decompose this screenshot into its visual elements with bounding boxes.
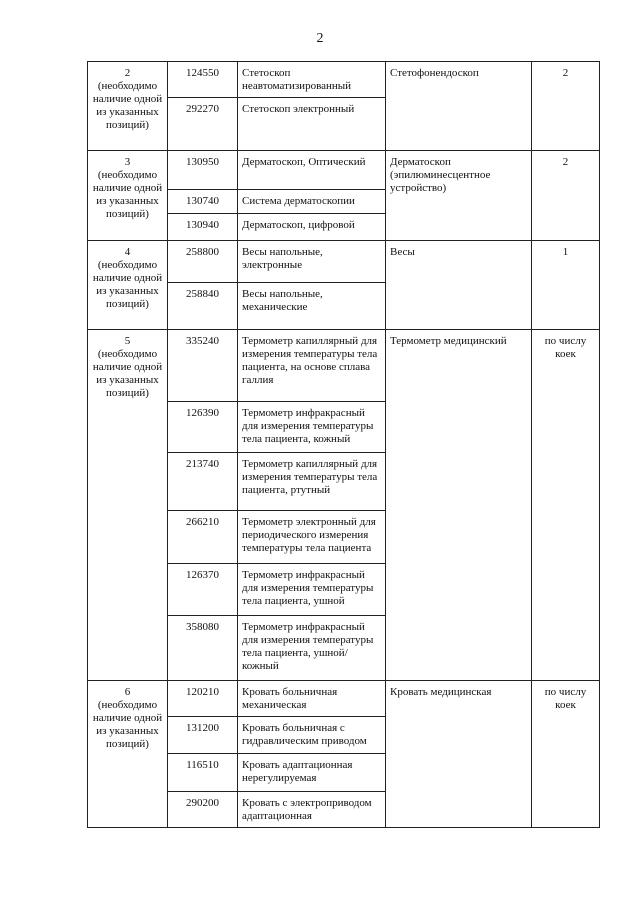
item-name: Термометр капиллярный для измерения температуры тела пациента, ртутный: [238, 453, 386, 511]
item-code: 131200: [168, 717, 238, 754]
equipment-type: Кровать медицинская: [386, 681, 532, 828]
item-code: 292270: [168, 98, 238, 151]
group-number: 4: [124, 246, 131, 258]
item-name: Весы напольные, электронные: [238, 241, 386, 283]
item-code: 120210: [168, 681, 238, 717]
item-name: Термометр инфракрасный для измерения температуры тела пациента, ушной: [238, 564, 386, 616]
item-code: 213740: [168, 453, 238, 511]
group-note: (необходимо наличие одной из указанных позиций): [92, 699, 163, 750]
item-name: Кровать больничная с гидравлическим приводом: [238, 717, 386, 754]
equipment-table: [87, 61, 600, 828]
equipment-quantity: 2: [532, 62, 600, 151]
equipment-type: Стетофонендоскоп: [386, 62, 532, 151]
table-row: [88, 62, 600, 98]
group-note: (необходимо наличие одной из указанных позиций): [92, 80, 163, 131]
item-code: 290200: [168, 792, 238, 828]
item-code: 130740: [168, 190, 238, 214]
group-note: (необходимо наличие одной из указанных позиций): [92, 169, 163, 220]
equipment-type: Термометр медицинский: [386, 330, 532, 681]
group-number-cell: [88, 62, 168, 151]
group-number: 6: [124, 686, 131, 698]
item-name: Весы напольные, механические: [238, 283, 386, 330]
item-name: Кровать адаптационная нерегулируемая: [238, 754, 386, 792]
group-number-cell: [88, 241, 168, 330]
group-number-cell: [88, 681, 168, 828]
table-row: [88, 241, 600, 283]
item-code: 126370: [168, 564, 238, 616]
group-number-cell: [88, 330, 168, 681]
group-number: 2: [124, 67, 131, 79]
item-code: 130950: [168, 151, 238, 190]
equipment-quantity: по числу коек: [532, 330, 600, 681]
equipment-quantity: 2: [532, 151, 600, 241]
item-code: 266210: [168, 511, 238, 564]
item-code: 358080: [168, 616, 238, 681]
item-name: Стетоскоп электронный: [238, 98, 386, 151]
table-row: [88, 681, 600, 717]
table-row: [88, 330, 600, 402]
group-number-cell: [88, 151, 168, 241]
group-note: (необходимо наличие одной из указанных позиций): [92, 348, 163, 399]
item-code: 335240: [168, 330, 238, 402]
item-name: Термометр капиллярный для измерения температуры тела пациента, на основе сплава галлия: [238, 330, 386, 402]
item-name: Система дерматоскопии: [238, 190, 386, 214]
item-name: Дерматоскоп, цифровой: [238, 214, 386, 241]
group-number: 3: [124, 156, 131, 168]
item-code: 258800: [168, 241, 238, 283]
group-number: 5: [124, 335, 131, 347]
item-name: Кровать больничная механическая: [238, 681, 386, 717]
item-code: 130940: [168, 214, 238, 241]
equipment-quantity: 1: [532, 241, 600, 330]
item-name: Стетоскоп неавтоматизированный: [238, 62, 386, 98]
item-name: Термометр электронный для периодического измерения температуры тела пациента: [238, 511, 386, 564]
group-note: (необходимо наличие одной из указанных позиций): [92, 259, 163, 310]
page-number: 2: [316, 31, 324, 46]
item-code: 124550: [168, 62, 238, 98]
item-code: 126390: [168, 402, 238, 453]
item-code: 116510: [168, 754, 238, 792]
item-name: Дерматоскоп, Оптический: [238, 151, 386, 190]
equipment-type: Дерматоскоп (эпилюминесцентное устройство): [386, 151, 532, 241]
item-code: 258840: [168, 283, 238, 330]
item-name: Кровать с электроприводом адаптационная: [238, 792, 386, 828]
equipment-type: Весы: [386, 241, 532, 330]
item-name: Термометр инфракрасный для измерения температуры тела пациента, ушной/кожный: [238, 616, 386, 681]
item-name: Термометр инфракрасный для измерения температуры тела пациента, кожный: [238, 402, 386, 453]
table-row: [88, 151, 600, 190]
equipment-quantity: по числу коек: [532, 681, 600, 828]
